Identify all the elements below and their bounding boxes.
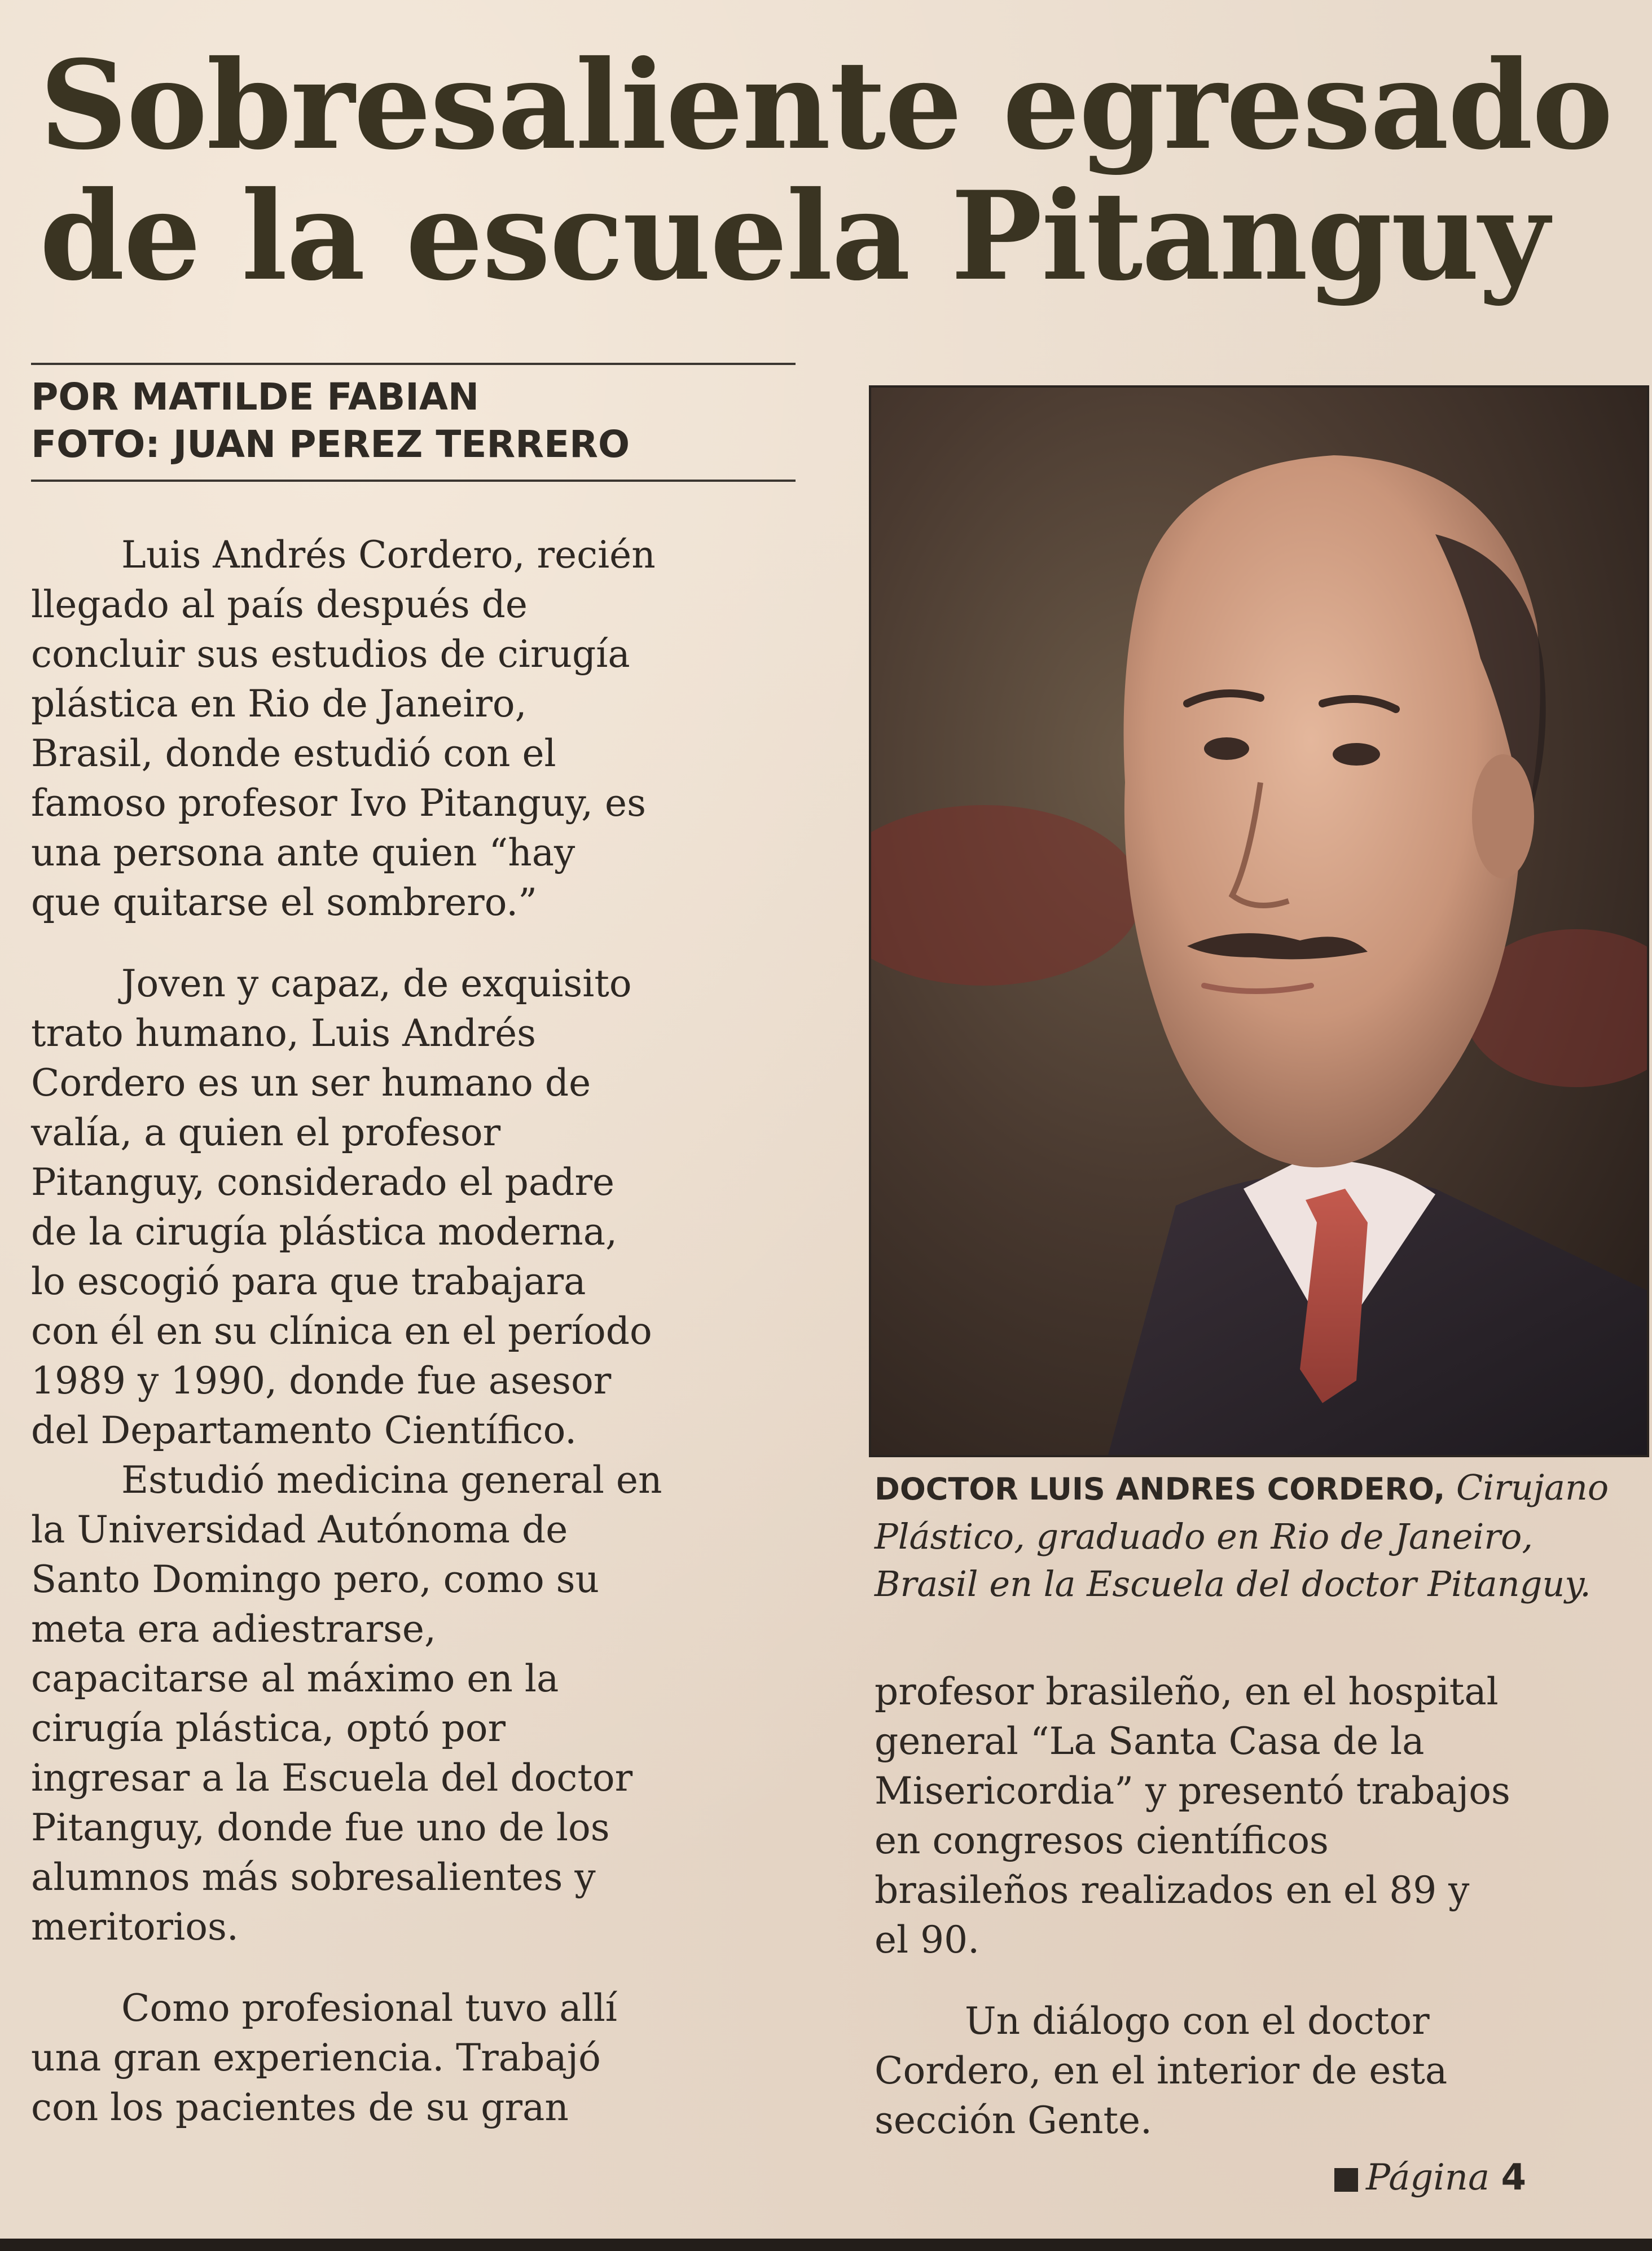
text-line: lo escogió para que trabajara bbox=[31, 1260, 586, 1303]
text-line: Pitanguy, considerado el padre bbox=[31, 1160, 615, 1204]
paragraph-gap bbox=[31, 1952, 810, 1984]
text-line: Cordero, en el interior de esta bbox=[875, 2049, 1448, 2092]
text-line: plástica en Rio de Janeiro, bbox=[31, 682, 527, 726]
headline bbox=[39, 33, 1613, 307]
jump-page-number: 4 bbox=[1501, 2157, 1527, 2199]
text-line: con los pacientes de su gran bbox=[31, 2086, 569, 2129]
text-line: Pitanguy, donde fue uno de los bbox=[31, 1806, 610, 1849]
text-line: Brasil, donde estudió con el bbox=[31, 732, 556, 775]
byline-bottom-rule bbox=[31, 480, 796, 482]
paragraph-gap bbox=[875, 1965, 1636, 1997]
text-line: famoso profesor Ivo Pitanguy, es bbox=[31, 781, 646, 825]
text-line: meta era adiestrarse, bbox=[31, 1607, 436, 1651]
text-line: Misericordia” y presentó trabajos bbox=[875, 1769, 1510, 1813]
page-jump bbox=[1334, 2155, 1526, 2200]
text-line: del Departamento Científico. bbox=[31, 1409, 577, 1452]
text-line: general “La Santa Casa de la bbox=[875, 1720, 1425, 1763]
text-line: una gran experiencia. Trabajó bbox=[31, 2036, 601, 2079]
square-bullet-icon bbox=[1334, 2168, 1358, 2192]
text-line: Joven y capaz, de exquisito bbox=[121, 962, 632, 1005]
text-line: cirugía plástica, optó por bbox=[31, 1707, 506, 1750]
bottom-rule bbox=[0, 2239, 1652, 2251]
caption-line-2: Plástico, graduado en Rio de Janeiro, bbox=[875, 1516, 1534, 1557]
author-name: MATILDE FABIAN bbox=[131, 375, 480, 419]
byline bbox=[31, 373, 798, 468]
text-line: en congresos científicos bbox=[875, 1819, 1329, 1862]
text-line: capacitarse al máximo en la bbox=[31, 1657, 559, 1700]
text-line: profesor brasileño, en el hospital bbox=[875, 1670, 1499, 1713]
text-line: meritorios. bbox=[31, 1905, 239, 1949]
text-line: trato humano, Luis Andrés bbox=[31, 1012, 536, 1055]
author-line: POR MATILDE FABIAN bbox=[31, 375, 480, 419]
byline-top-rule bbox=[31, 363, 796, 365]
caption-name: DOCTOR LUIS ANDRES CORDERO, bbox=[875, 1471, 1446, 1507]
text-line: ingresar a la Escuela del doctor bbox=[31, 1756, 633, 1800]
text-line: Como profesional tuvo allí bbox=[121, 1986, 617, 2030]
text-line: sección Gente. bbox=[875, 2099, 1153, 2142]
text-line: el 90. bbox=[875, 1918, 980, 1962]
photographer-name: JUAN PEREZ TERRERO bbox=[173, 423, 630, 466]
text-line: valía, a quien el profesor bbox=[31, 1111, 501, 1154]
text-line: de la cirugía plástica moderna, bbox=[31, 1210, 618, 1254]
headline-line-1: Sobresaliente egresado bbox=[39, 33, 1613, 177]
text-line: alumnos más sobresalientes y bbox=[31, 1856, 596, 1899]
caption-line-3: Brasil en la Escuela del doctor Pitanguy. bbox=[875, 1563, 1591, 1604]
photographer-line: FOTO: JUAN PEREZ TERRERO bbox=[31, 423, 630, 466]
text-line: Santo Domingo pero, como su bbox=[31, 1558, 600, 1601]
portrait-photo bbox=[869, 385, 1649, 1457]
text-line: concluir sus estudios de cirugía bbox=[31, 632, 630, 676]
jump-label: Página bbox=[1366, 2157, 1490, 2199]
text-line: Luis Andrés Cordero, recién bbox=[121, 533, 656, 577]
article-body-left-column bbox=[31, 530, 810, 2133]
text-line: 1989 y 1990, donde fue asesor bbox=[31, 1359, 612, 1403]
portrait-illustration bbox=[871, 388, 1647, 1455]
article-body-right-column bbox=[875, 1667, 1636, 2146]
text-line: Estudió medicina general en bbox=[121, 1458, 662, 1502]
text-line: la Universidad Autónoma de bbox=[31, 1508, 568, 1551]
text-line: llegado al país después de bbox=[31, 583, 528, 626]
text-line: Cordero es un ser humano de bbox=[31, 1061, 591, 1105]
photo-caption bbox=[875, 1464, 1642, 1608]
text-line: que quitarse el sombrero.” bbox=[31, 881, 538, 924]
text-line: con él en su clínica en el período bbox=[31, 1309, 652, 1353]
text-line: Un diálogo con el doctor bbox=[965, 1999, 1430, 2043]
text-line: una persona ante quien “hay bbox=[31, 831, 575, 874]
caption-line-1: DOCTOR LUIS ANDRES CORDERO, Cirujano bbox=[875, 1467, 1609, 1508]
text-line: brasileños realizados en el 89 y bbox=[875, 1868, 1470, 1912]
paragraph-gap bbox=[31, 927, 810, 959]
headline-line-2: de la escuela Pitanguy bbox=[39, 164, 1548, 307]
